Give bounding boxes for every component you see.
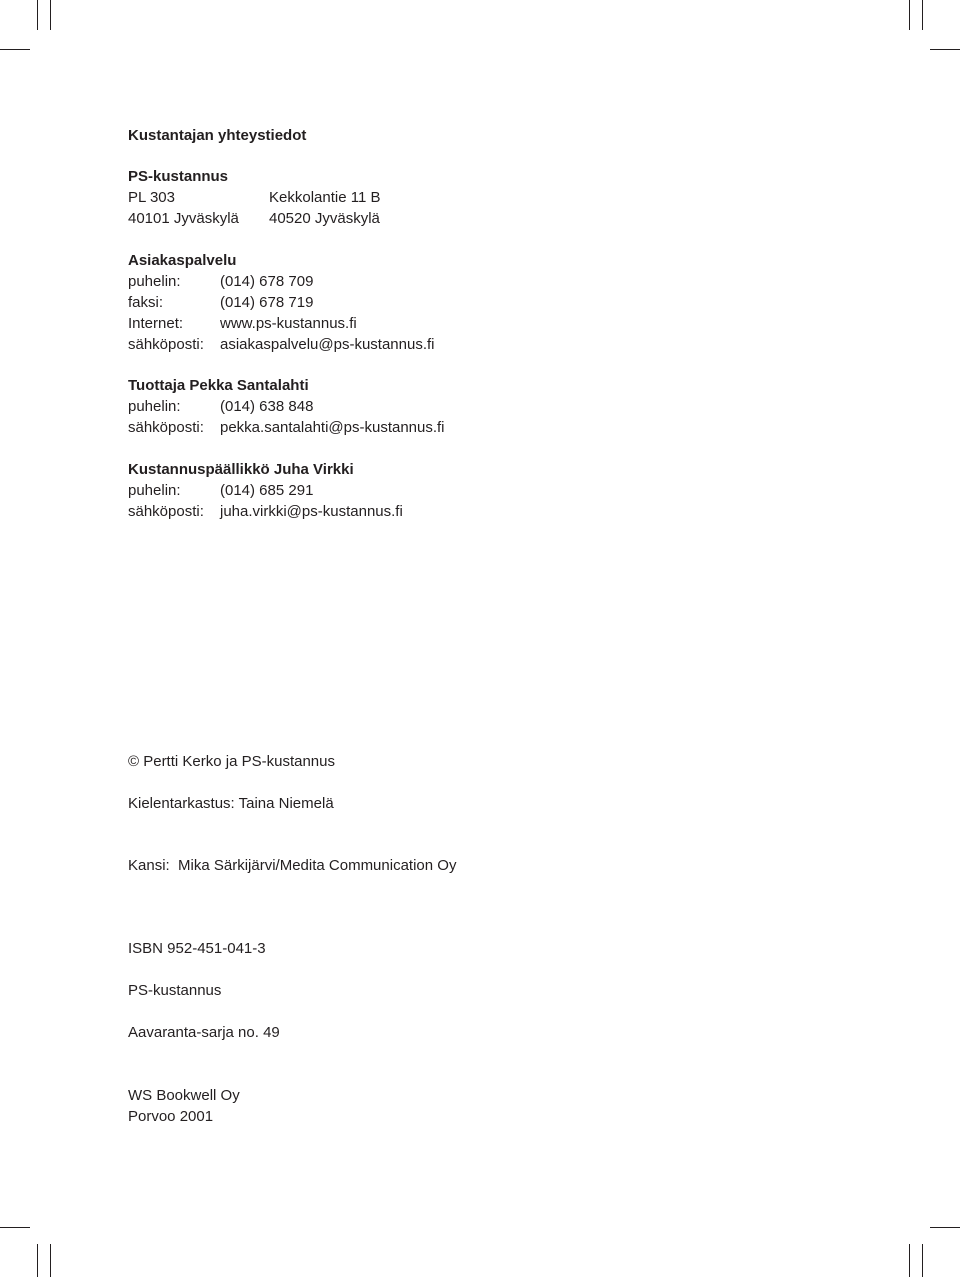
contact-label: sähköposti:: [128, 336, 204, 353]
page-heading: Kustantajan yhteystiedot: [128, 127, 307, 144]
contact-label: puhelin:: [128, 398, 181, 415]
customer-service-title: Asiakaspalvelu: [128, 252, 237, 269]
crop-mark: [922, 0, 923, 30]
copyright-line: © Pertti Kerko ja PS-kustannus: [128, 753, 335, 770]
cover-credit-line: Kansi: Mika Särkijärvi/Medita Communication Oy: [128, 857, 457, 874]
crop-mark: [50, 0, 51, 30]
contact-label: sähköposti:: [128, 419, 204, 436]
contact-value: asiakaspalvelu@ps-kustannus.fi: [220, 336, 435, 353]
contact-label: sähköposti:: [128, 503, 204, 520]
crop-mark: [50, 1244, 51, 1277]
series-line: Aavaranta-sarja no. 49: [128, 1024, 280, 1041]
publisher-name: PS-kustannus: [128, 168, 229, 185]
printer-line: WS Bookwell Oy: [128, 1087, 240, 1104]
contact-value: (014) 638 848: [220, 398, 314, 415]
crop-mark: [0, 49, 30, 50]
contact-label: puhelin:: [128, 482, 181, 499]
crop-mark: [922, 1244, 923, 1277]
imprint-publisher-line: PS-kustannus: [128, 982, 222, 999]
publisher-street-city: 40520 Jyväskylä: [269, 210, 380, 227]
crop-mark: [930, 49, 960, 50]
contact-value: pekka.santalahti@ps-kustannus.fi: [220, 419, 445, 436]
crop-mark: [909, 0, 910, 30]
contact-value: (014) 678 719: [220, 294, 314, 311]
print-place-year-line: Porvoo 2001: [128, 1108, 214, 1125]
contact-value: www.ps-kustannus.fi: [220, 315, 357, 332]
contact-value: (014) 678 709: [220, 273, 314, 290]
publisher-street: Kekkolantie 11 B: [269, 189, 381, 206]
publisher-po-city: 40101 Jyväskylä: [128, 210, 239, 227]
contact-value: juha.virkki@ps-kustannus.fi: [220, 503, 403, 520]
crop-mark: [37, 0, 38, 30]
contact-label: puhelin:: [128, 273, 181, 290]
crop-mark: [930, 1227, 960, 1228]
contact-label: faksi:: [128, 294, 164, 311]
proofreading-line: Kielentarkastus: Taina Niemelä: [128, 795, 334, 812]
crop-mark: [0, 1227, 30, 1228]
contact-label: Internet:: [128, 315, 184, 332]
producer-title: Tuottaja Pekka Santalahti: [128, 377, 309, 394]
contact-value: (014) 685 291: [220, 482, 314, 499]
isbn-line: ISBN 952-451-041-3: [128, 940, 266, 957]
crop-mark: [37, 1244, 38, 1277]
publisher-po-box: PL 303: [128, 189, 175, 206]
publishing-manager-title: Kustannuspäällikkö Juha Virkki: [128, 461, 354, 478]
crop-mark: [909, 1244, 910, 1277]
